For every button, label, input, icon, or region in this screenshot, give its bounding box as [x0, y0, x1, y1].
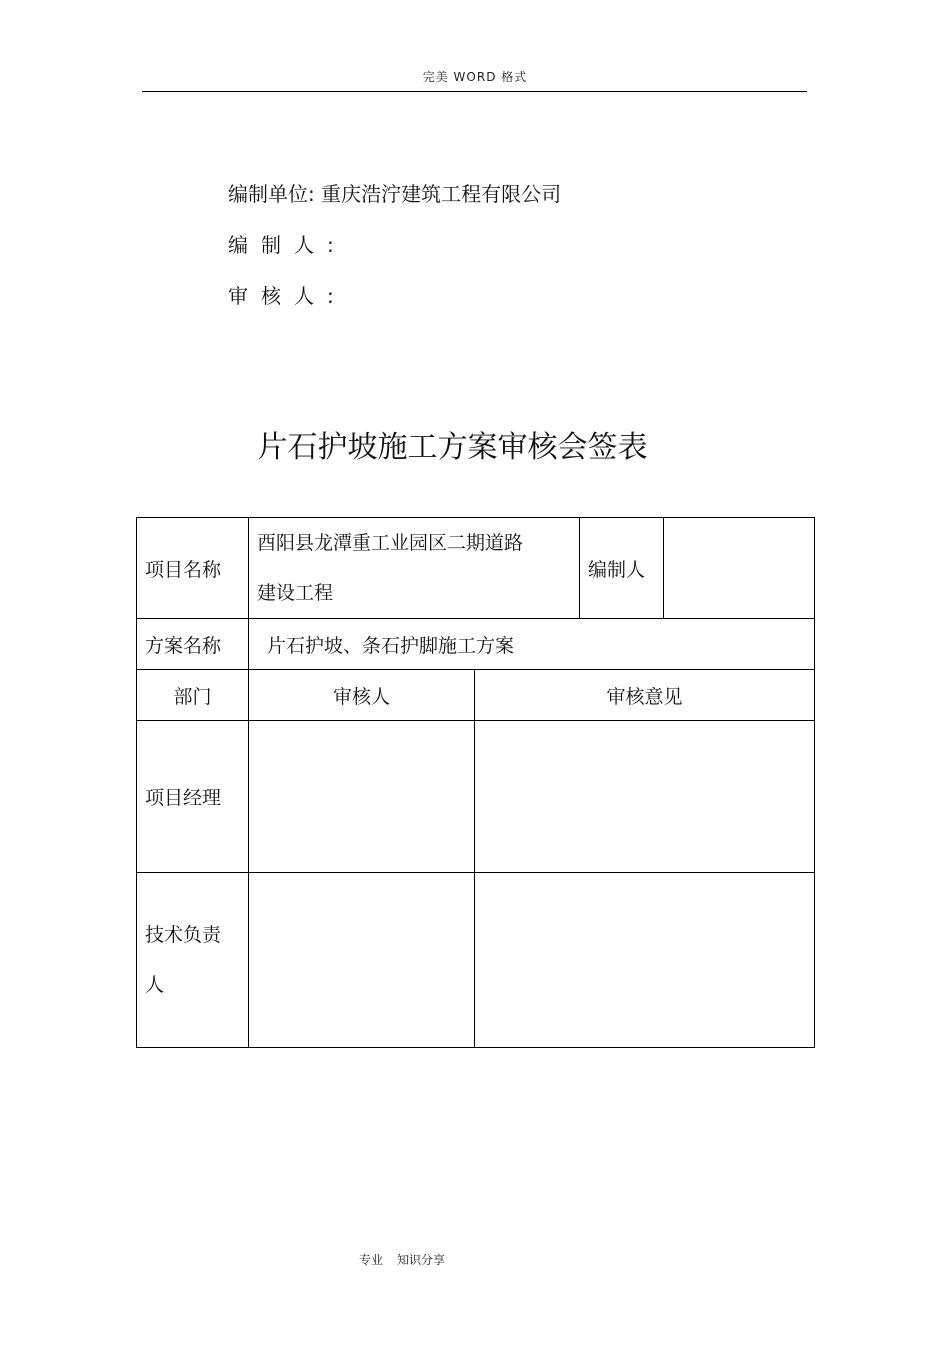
compiling-unit-value: 重庆浩泞建筑工程有限公司 [321, 182, 562, 206]
project-name-value [249, 518, 580, 619]
compiling-unit-line [228, 178, 561, 207]
reviewer-cell [249, 873, 475, 1048]
dept-cell [137, 721, 249, 873]
dept-header: 部门 [137, 670, 249, 721]
dept-name: 项目经理 [145, 787, 222, 809]
table-row [137, 670, 815, 721]
reviewer-header: 审核人 [249, 670, 475, 721]
table-row [137, 721, 815, 873]
table-row [137, 873, 815, 1048]
dept-name-line-2: 人 [145, 974, 165, 996]
compiling-unit-label: 编制单位: [228, 182, 315, 206]
table-row [137, 518, 815, 619]
project-name-line-1: 酉阳县龙潭重工业园区二期道路 [257, 532, 524, 554]
footer-right: 知识分享 [397, 1253, 446, 1267]
plan-name-label: 方案名称 [137, 619, 249, 670]
footer-left: 专业 [359, 1253, 384, 1267]
opinion-cell [475, 873, 815, 1048]
opinion-cell [475, 721, 815, 873]
signoff-table [136, 517, 815, 1048]
compiler-cell-label: 编制人 [580, 518, 664, 619]
dept-cell [137, 873, 249, 1048]
page-footer [359, 1251, 459, 1268]
document-title: 片石护坡施工方案审核会签表 [257, 430, 648, 465]
project-name-line-2: 建设工程 [257, 582, 334, 604]
project-name-label: 项目名称 [137, 518, 249, 619]
reviewer-cell [249, 721, 475, 873]
plan-name-value: 片石护坡、条石护脚施工方案 [249, 619, 815, 670]
page-header: 完美 WORD 格式 [422, 70, 528, 84]
compiler-cell-value [664, 518, 815, 619]
compiler-line: 编制人: [228, 233, 347, 257]
reviewer-line: 审核人: [228, 284, 347, 308]
table-row [137, 619, 815, 670]
header-rule [142, 91, 807, 92]
dept-name-line-1: 技术负责 [145, 924, 222, 946]
opinion-header: 审核意见 [475, 670, 815, 721]
